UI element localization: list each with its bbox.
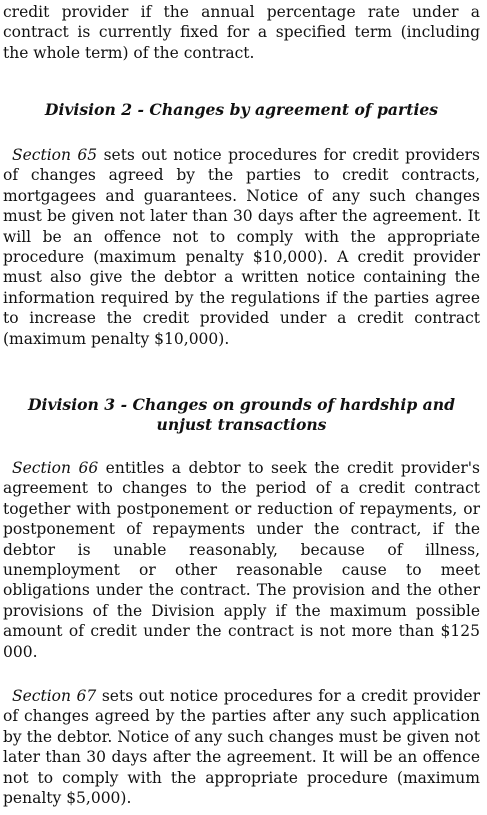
paragraph-section-66 — [3, 458, 480, 662]
paragraph-text: entitles a debtor to seek the credit provider's agreement to changes to the period of a credit contract together with postponement or reduction of repayments, or postponement of repayments under the contract, if the debtor is unable reasonably, because of illness, unemployment or other reasonable cause to meet obligations under the contract. The provision and the other provisions of the Division apply if the maximum possible amount of credit under the contract is not more than $125 000. — [3, 459, 481, 661]
paragraph-text: sets out notice procedures for credit providers of changes agreed by the parties to credit contracts, mortgagees and guarantees. Notice of any such changes must be given not later than 30 days after the agreement. It will be an offence not to comply with the appropriate procedure (maximum penalty $10,000). A credit provider must also give the debtor a written notice containing the information required by the regulations if the parties agree to increase the credit provided under a credit contract (maximum penalty $10,000). — [3, 146, 481, 348]
paragraph-text: credit provider if the annual percentage rate under a contract is currently fixed for a specified term (including the whole term) of the contract. — [3, 3, 480, 62]
paragraph-text: sets out notice procedures for a credit provider of changes agreed by the parties after any such application by the debtor. Notice of any such changes must be given not later than 30 days after the agreement. It will be an offence not to comply with the appropriate procedure (maximum penalty $5,000). — [3, 687, 481, 808]
paragraph-section-65 — [3, 145, 480, 349]
section-reference: Section 67 — [12, 687, 97, 705]
section-reference: Section 65 — [12, 146, 98, 164]
paragraph-intro-continuation — [3, 2, 480, 63]
heading-division-2: Division 2 - Changes by agreement of parties — [44, 100, 439, 119]
heading-division-3 — [3, 395, 480, 436]
section-reference: Section 66 — [12, 459, 99, 477]
heading-line-2: unjust transactions — [156, 415, 327, 435]
paragraph-section-67 — [3, 686, 480, 808]
heading-line-1: Division 3 - Changes on grounds of hardship and — [28, 395, 455, 414]
